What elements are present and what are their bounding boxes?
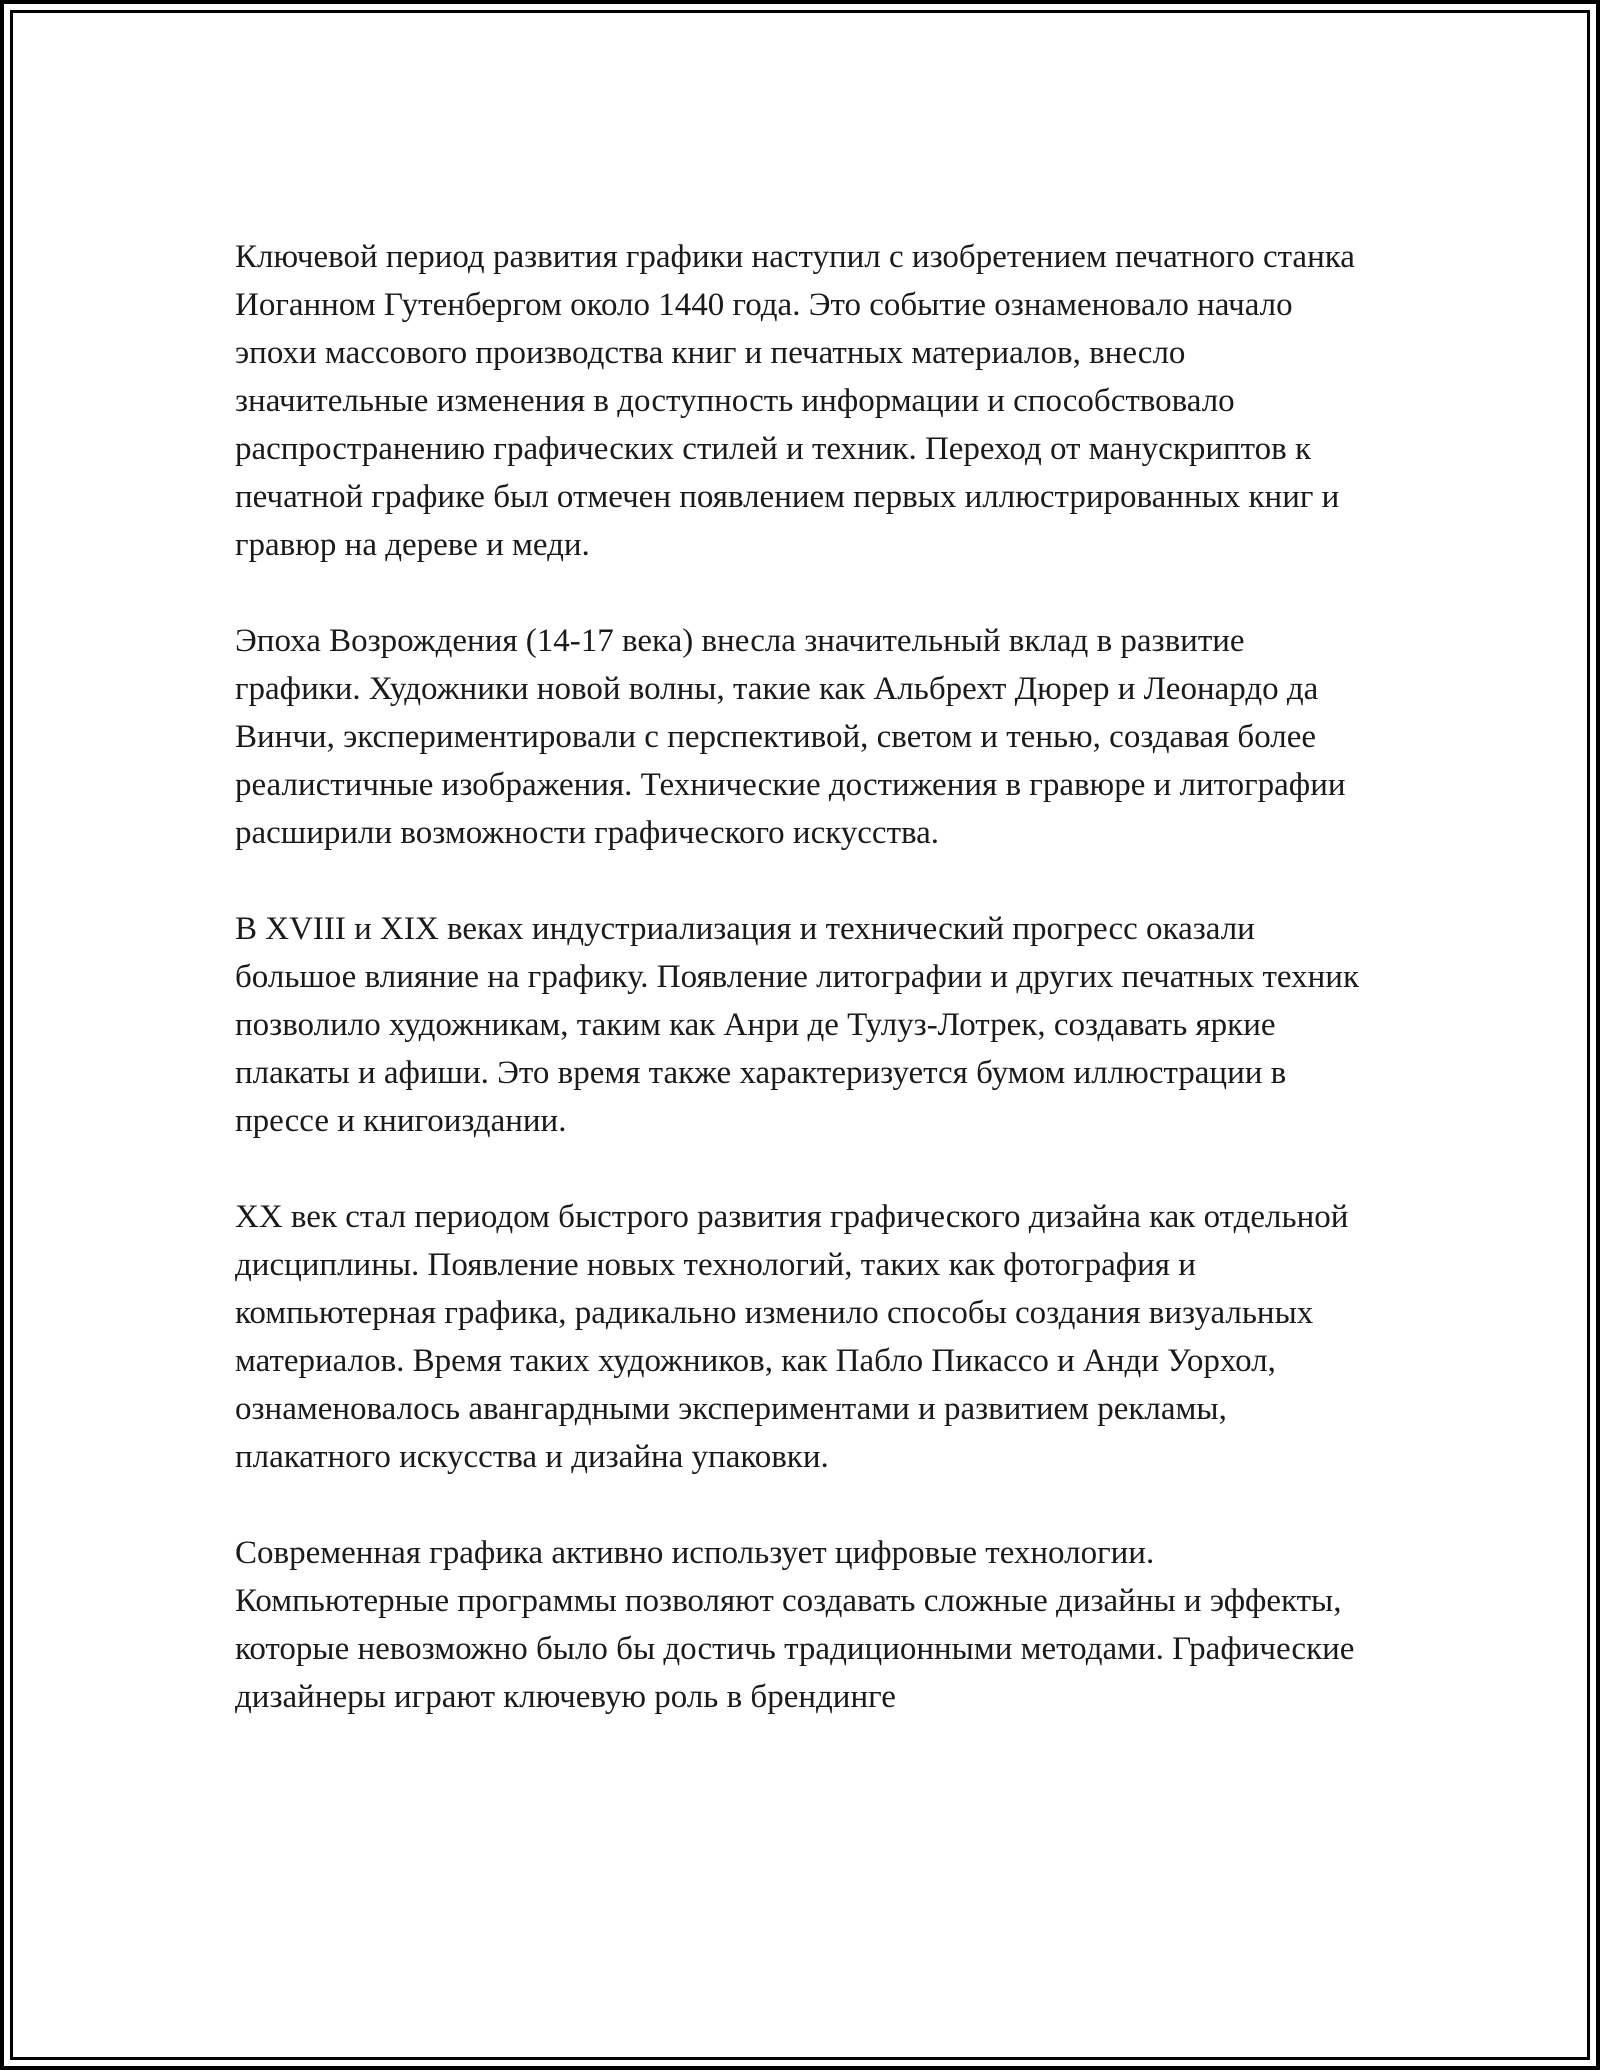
document-body — [235, 233, 1365, 1721]
paragraph-18-19-centuries: В XVIII и XIX веках индустриализация и технический прогресс оказали большое влияние на графику. Появление литографии и других печатных техник позволило художникам, таким как Анри де Тулуз-Лотрек, создавать яркие плакаты и афиши. Это время также характеризуется бумом иллюстрации в прессе и книгоиздании. — [235, 911, 1359, 1139]
paragraph-printing-press: Ключевой период развития графики наступил с изобретением печатного станка Иоганном Гутенбергом около 1440 года. Это событие ознаменовало начало эпохи массового производства книг и печатных материалов, внесло значительные изменения в доступность информации и способствовало распространению графических стилей и техник. Переход от манускриптов к печатной графике был отмечен появлением первых иллюстрированных книг и гравюр на дереве и меди. — [235, 239, 1355, 563]
paragraph-renaissance: Эпоха Возрождения (14-17 века) внесла значительный вклад в развитие графики. Художники новой волны, такие как Альбрехт Дюрер и Леонардо да Винчи, экспериментировали с перспективой, светом и тенью, создавая более реалистичные изображения. Технические достижения в гравюре и литографии расширили возможности графического искусства. — [235, 623, 1346, 851]
paragraph-modern-graphics: Современная графика активно использует цифровые технологии. Компьютерные программы позволяют создавать сложные дизайны и эффекты, которые невозможно было бы достичь традиционными методами. Графические дизайнеры играют ключевую роль в брендинге — [235, 1535, 1355, 1715]
paragraph-20th-century: XX век стал периодом быстрого развития графического дизайна как отдельной дисциплины. Появление новых технологий, таких как фотография и компьютерная графика, радикально изменило способы создания визуальных материалов. Время таких художников, как Пабло Пикассо и Анди Уорхол, ознаменовалось авангардными экспериментами и развитием рекламы, плакатного искусства и дизайна упаковки. — [235, 1199, 1349, 1475]
